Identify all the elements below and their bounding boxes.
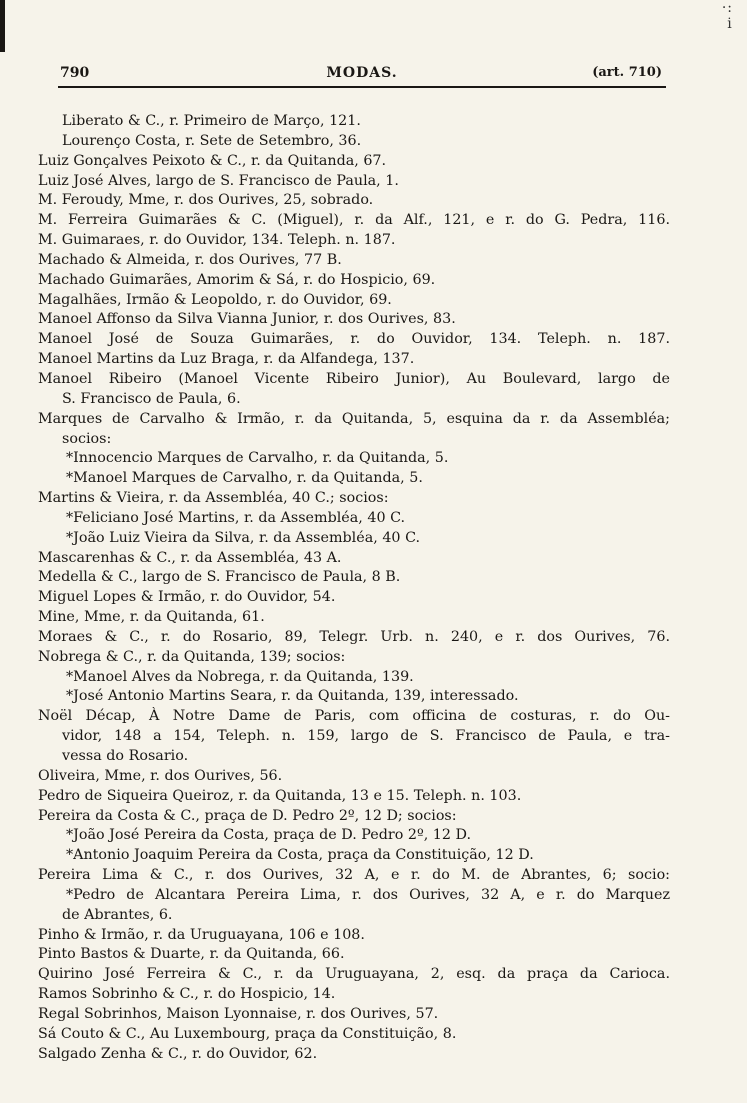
page-title: MODAS. xyxy=(326,65,398,81)
directory-line: *Manoel Marques de Carvalho, r. da Quitanda, 5. xyxy=(66,470,423,487)
directory-line: Sá Couto & C., Au Luxembourg, praça da Constituição, 8. xyxy=(38,1025,457,1042)
directory-line: Salgado Zenha & C., r. do Ouvidor, 62. xyxy=(38,1045,318,1062)
directory-line: de Abrantes, 6. xyxy=(62,906,173,923)
directory-line: vessa do Rosario. xyxy=(62,748,189,764)
directory-line: *João José Pereira da Costa, praça de D. Pedro 2º, 12 D. xyxy=(66,827,472,844)
directory-line: *Innocencio Marques de Carvalho, r. da Quitanda, 5. xyxy=(66,450,449,467)
page-number: 790 xyxy=(60,65,90,81)
directory-line: Marques de Carvalho & Irmão, r. da Quitanda, 5, esquina da r. da Assembléa; xyxy=(38,410,670,427)
directory-line: Pinho & Irmão, r. da Uruguayana, 106 e 108. xyxy=(38,926,365,943)
directory-line: Lourenço Costa, r. Sete de Setembro, 36. xyxy=(62,132,362,149)
directory-line: Moraes & C., r. do Rosario, 89, Telegr. Urb. n. 240, e r. dos Ourives, 76. xyxy=(38,628,670,645)
directory-line: Luiz José Alves, largo de S. Francisco de Paula, 1. xyxy=(38,172,399,189)
directory-line: Regal Sobrinhos, Maison Lyonnaise, r. dos Ourives, 57. xyxy=(38,1005,439,1022)
margin-mark xyxy=(0,0,5,52)
directory-line: Magalhães, Irmão & Leopoldo, r. do Ouvidor, 69. xyxy=(38,291,392,308)
directory-line: Manoel José de Souza Guimarães, r. do Ouvidor, 134. Teleph. n. 187. xyxy=(38,331,670,348)
directory-line: Pereira Lima & C., r. dos Ourives, 32 A, e r. do M. de Abrantes, 6; socio: xyxy=(38,867,670,884)
directory-line: Ramos Sobrinho & C., r. do Hospicio, 14. xyxy=(38,986,336,1003)
directory-line: Manoel Ribeiro (Manoel Vicente Ribeiro Junior), Au Boulevard, largo de xyxy=(38,370,670,387)
page-header xyxy=(58,64,666,88)
article-number: (art. 710) xyxy=(592,65,662,80)
directory-line: Pinto Bastos & Duarte, r. da Quitanda, 66. xyxy=(38,946,345,963)
directory-line: Miguel Lopes & Irmão, r. do Ouvidor, 54. xyxy=(38,589,336,606)
directory-list xyxy=(38,112,670,1065)
directory-line: *João Luiz Vieira da Silva, r. da Assembléa, 40 C. xyxy=(66,529,421,546)
directory-line: *Pedro de Alcantara Pereira Lima, r. dos Ourives, 32 A, e r. do Marquez xyxy=(66,886,670,903)
directory-line: Machado Guimarães, Amorim & Sá, r. do Hospicio, 69. xyxy=(38,271,436,288)
directory-line: Quirino José Ferreira & C., r. da Uruguayana, 2, esq. da praça da Carioca. xyxy=(38,966,670,983)
directory-line: Manoel Affonso da Silva Vianna Junior, r. dos Ourives, 83. xyxy=(38,311,456,328)
directory-line: M. Feroudy, Mme, r. dos Ourives, 25, sobrado. xyxy=(38,192,374,209)
directory-line: Oliveira, Mme, r. dos Ourives, 56. xyxy=(38,767,283,784)
directory-line: Luiz Gonçalves Peixoto & C., r. da Quitanda, 67. xyxy=(38,152,387,169)
directory-line: S. Francisco de Paula, 6. xyxy=(62,390,241,407)
directory-line: Liberato & C., r. Primeiro de Março, 121. xyxy=(62,113,361,129)
directory-line: Machado & Almeida, r. dos Ourives, 77 B. xyxy=(38,251,342,268)
directory-line: Martins & Vieira, r. da Assembléa, 40 C.; socios: xyxy=(38,490,389,507)
directory-line: M. Guimaraes, r. do Ouvidor, 134. Teleph. n. 187. xyxy=(38,232,396,249)
directory-line: Pereira da Costa & C., praça de D. Pedro 2º, 12 D; socios: xyxy=(38,807,457,824)
directory-line: M. Ferreira Guimarães & C. (Miguel), r. da Alf., 121, e r. do G. Pedra, 116. xyxy=(38,212,670,229)
directory-line: Medella & C., largo de S. Francisco de Paula, 8 B. xyxy=(38,569,401,586)
directory-line: *Manoel Alves da Nobrega, r. da Quitanda, 139. xyxy=(66,668,414,685)
directory-line: *Antonio Joaquim Pereira da Costa, praça da Constituição, 12 D. xyxy=(66,847,534,864)
directory-line: Pedro de Siqueira Queiroz, r. da Quitanda, 13 e 15. Teleph. n. 103. xyxy=(38,787,522,804)
directory-line: Mascarenhas & C., r. da Assembléa, 43 A. xyxy=(38,549,342,566)
directory-line: Nobrega & C., r. da Quitanda, 139; socios: xyxy=(38,648,346,665)
directory-line: Noël Décap, À Notre Dame de Paris, com officina de costuras, r. do Ou- xyxy=(38,708,670,725)
directory-line: *José Antonio Martins Seara, r. da Quitanda, 139, interessado. xyxy=(66,688,519,705)
directory-line: Manoel Martins da Luz Braga, r. da Alfandega, 137. xyxy=(38,351,415,368)
directory-line: Mine, Mme, r. da Quitanda, 61. xyxy=(38,609,265,626)
corner-marks: ·: i xyxy=(721,0,733,32)
directory-line: *Feliciano José Martins, r. da Assembléa, 40 C. xyxy=(66,509,406,526)
directory-line: socios: xyxy=(62,430,112,447)
directory-line: vidor, 148 a 154, Teleph. n. 159, largo de S. Francisco de Paula, e tra- xyxy=(62,728,670,745)
